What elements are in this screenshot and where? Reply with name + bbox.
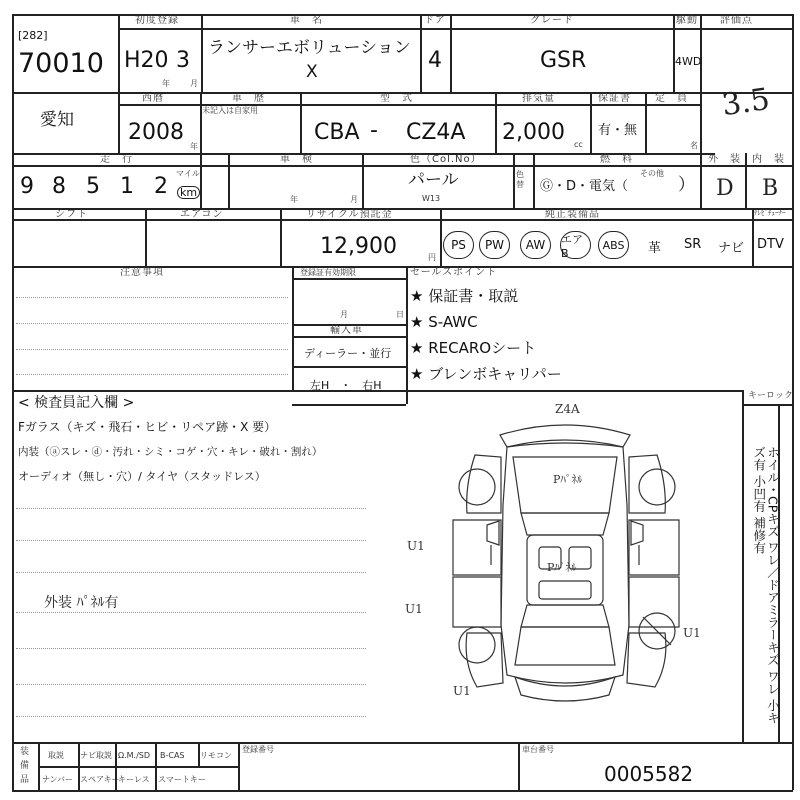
selling-point-2: ★ S-AWC <box>410 313 478 331</box>
genuine-label: 純正装備品 <box>545 209 600 220</box>
year-label: 西暦 <box>142 93 164 104</box>
mileage-digit-2: 8 <box>52 174 66 199</box>
year-unit: 年 <box>162 79 170 88</box>
equipment-aw: AW <box>520 231 551 259</box>
color-label: 色（Col.No） <box>410 154 482 165</box>
fuel-close: ） <box>678 175 695 195</box>
inspector-line-2: 内装（ⓐスレ・ⓓ・汚れ・シミ・コゲ・穴・キレ・破れ・割れ） <box>18 446 323 458</box>
body-label: 車 歴 <box>232 93 265 104</box>
diagram-roof-mark: Pﾊﾟﾈﾙ <box>547 561 577 574</box>
car-name-sub: X <box>306 62 318 82</box>
model-dash: - <box>370 118 378 143</box>
reg-no-label: 登録番号 <box>242 745 274 754</box>
warranty-label: 保証書 <box>598 93 631 104</box>
lot-number: 70010 <box>18 48 104 79</box>
color-change-label: 色替 <box>516 170 524 189</box>
grade-value: GSR <box>540 48 587 73</box>
car-diagram <box>395 395 740 740</box>
footer-spare-key: スペアキー <box>80 775 120 784</box>
inspector-line-1: Fガラス（キズ・飛石・ヒビ・リペア跡・X 要） <box>18 420 277 434</box>
keylock-label: キーロック <box>748 391 793 401</box>
diagram-hood-mark: Pﾊﾟﾈﾙ <box>553 473 583 486</box>
fuel-other: その他 <box>640 169 664 178</box>
body-note: 未記入は自家用 <box>202 106 258 115</box>
capacity-label: 定 員 <box>655 93 688 104</box>
inspection-month-unit: 月 <box>350 195 358 204</box>
first-reg-month: 3 <box>176 48 190 73</box>
mileage-digit-1: 9 <box>20 174 34 199</box>
equipment-airbag: エアB <box>560 231 591 259</box>
footer-manual: 取説 <box>48 751 64 760</box>
inspector-line-3: オーディオ（無し・穴）/ タイヤ（スタッドレス） <box>18 470 266 483</box>
equipment-leather: 革 <box>648 241 662 256</box>
first-reg-label: 初度登録 <box>135 15 179 26</box>
equipment-navi: ナビ <box>718 241 745 256</box>
diagram-right-rear-mark: U1 <box>683 626 701 640</box>
warranty-value: 有・無 <box>598 123 638 138</box>
mileage-unit: km <box>177 186 200 199</box>
reg-expiry-label: 登録証有効期限 <box>300 268 356 277</box>
model-code: CZ4A <box>406 120 466 145</box>
diagram-left-door-r-mark: U1 <box>405 602 423 616</box>
inspector-title: < 検査員記入欄 > <box>18 395 135 411</box>
footer-keyless: キーレス <box>118 775 150 784</box>
reg-month-unit: 月 <box>340 310 348 319</box>
recycle-unit: 円 <box>428 253 436 262</box>
footer-smart-key: スマートキー <box>158 775 206 784</box>
accessory-side-2: 備 <box>20 761 30 771</box>
footer-navi-manual: ナビ取説 <box>80 751 112 760</box>
caution-label: 注意事項 <box>120 267 164 278</box>
lot-bracket: [282] <box>18 29 48 42</box>
chassis-label: 車台番号 <box>522 745 554 754</box>
footer-plate: ナンバー <box>42 775 74 784</box>
cc-label: 排気量 <box>522 93 555 104</box>
score-value: 3.5 <box>719 81 772 124</box>
selling-point-1: ★ 保証書・取説 <box>410 287 519 305</box>
recycle-label: リサイクル預託金 <box>306 209 393 220</box>
car-name-label: 車 名 <box>290 15 323 26</box>
month-unit: 月 <box>190 79 198 88</box>
reg-day-unit: 日 <box>396 310 404 319</box>
model-prefix: CBA <box>314 120 360 145</box>
fuel-options: Ⓖ・D・電気（ <box>540 179 629 194</box>
year-value: 2008 <box>128 120 184 145</box>
diagram-left-rear-mark: U1 <box>453 684 471 698</box>
import-label: 輸入車 <box>330 325 363 336</box>
footer-remote: リモコン <box>200 751 232 760</box>
footer-om-sd: Ω.M./SD <box>118 751 151 760</box>
drive-label: 駆動 <box>676 15 698 26</box>
selling-point-4: ★ ブレンボキャリパー <box>410 365 562 383</box>
equipment-dtv: DTV <box>757 237 784 252</box>
import-type: ディーラー・並行 <box>304 347 392 360</box>
car-name: ランサーエボリューション <box>208 38 411 58</box>
selling-point-3: ★ RECAROシート <box>410 339 537 357</box>
cc-unit: cc <box>574 140 583 149</box>
diagram-front-mark: Z4A <box>555 402 580 416</box>
accessory-side-3: 品 <box>20 775 30 785</box>
equipment-pw: PW <box>479 231 510 259</box>
interior-value: B <box>762 176 779 201</box>
region: 愛知 <box>40 110 74 130</box>
mileage-digit-3: 5 <box>86 174 100 199</box>
first-reg-era: H20 <box>124 48 169 73</box>
mileage-unit-top: マイル <box>176 169 200 178</box>
color-value: パール <box>408 170 459 190</box>
mileage-digit-5: 2 <box>154 174 168 199</box>
model-label: 型 式 <box>380 93 413 104</box>
drive-value: 4WD <box>675 55 702 68</box>
ac-label: エアコン <box>180 209 224 220</box>
handle-position: 左H ・ 右H <box>310 379 382 392</box>
equipment-abs: ABS <box>598 231 629 259</box>
interior-label: 内 装 <box>752 154 785 165</box>
accessory-side-1: 装 <box>20 747 30 757</box>
score-label: 評価点 <box>720 15 753 26</box>
chassis-number: 0005582 <box>604 762 694 786</box>
dtv-label: ﾃﾚﾋﾞﾁｭｰﾅｰ <box>754 209 786 217</box>
selling-label: セールスポイント <box>410 267 498 278</box>
inspection-year-unit: 年 <box>290 195 298 204</box>
shift-label: シフト <box>55 209 88 220</box>
auction-sheet: [282] 70010 初度登録 H20 3 年 月 車 名 ランサーエボリューション X ドア 4 グレード GSR 駆動 4WD 評価点 3.5 愛知 西暦 2008 年 車 歴 未記入は自家用 型 式 CBA - CZ4A 排気量 2,000 cc 保証書 有・無 定 員 名 走 行 9 8 5 1 2 マイル km 車 検 年 月 色（Col.No） パール W13 色替 燃 料 Ⓖ・D・電気（ その他 ） 外 装 D 内 装 B シフト エアコン リサイクル預託金 12,900 円 純正装備品 PS PW AW エアB ABS 革 SR ナビ ﾃﾚﾋﾞﾁｭｰﾅｰ DTV 注意事項 登録証有効期限 月 日 輸入車 ディーラー・並行 左H ・ 右H セールスポイント ★ 保証書・取説 ★ S-AWC ★ RECAROシート ★ ブレンボキャリパー < 検査員記入欄 > Fガラス（キズ・飛石・ヒビ・リペア跡・X 要） 内装（ⓐスレ・ⓓ・汚れ・シミ・コゲ・穴・キレ・破れ・割れ） オーディオ（無し・穴）/ タイヤ（スタッドレス） 外装 ﾊﾟﾈﾙ有 キーロック ホイル・CPキズ ワレ／ドアミラーキズ ワレ 小キズ有 小凹有 補修有 Z4A Pﾊﾟﾈﾙ Pﾊﾟﾈﾙ U1 U1 U1 U1 装 備 品 取説 ナビ取説 Ω.M./SD B-CAS リモコン ナンバー スペアキー キーレス スマートキー 登録番号 車台番号 0005582 <box>0 0 800 800</box>
inspection-label: 車 検 <box>280 154 313 165</box>
footer-bcas: B-CAS <box>160 751 185 760</box>
exterior-value: D <box>716 176 734 201</box>
equipment-sunroof: SR <box>684 237 702 252</box>
cc-value: 2,000 <box>502 120 565 145</box>
doors-label: ドア <box>424 15 446 26</box>
fuel-label: 燃 料 <box>600 154 633 165</box>
handwritten-note: 外装 ﾊﾟﾈﾙ有 <box>44 595 119 611</box>
mileage-digit-4: 1 <box>120 174 134 199</box>
mileage-label: 走 行 <box>100 154 133 165</box>
doors-value: 4 <box>428 48 442 73</box>
recycle-amount: 12,900 <box>320 234 397 259</box>
grade-label: グレード <box>530 15 574 26</box>
equipment-ps: PS <box>443 231 474 259</box>
exterior-label: 外 装 <box>708 154 741 165</box>
damage-notes-vertical: ホイル・CPキズ ワレ／ドアミラーキズ ワレ 小キズ有 小凹有 補修有 <box>751 446 781 725</box>
color-code: W13 <box>422 194 441 203</box>
capacity-unit: 名 <box>690 141 698 150</box>
diagram-left-door-f-mark: U1 <box>407 539 425 553</box>
